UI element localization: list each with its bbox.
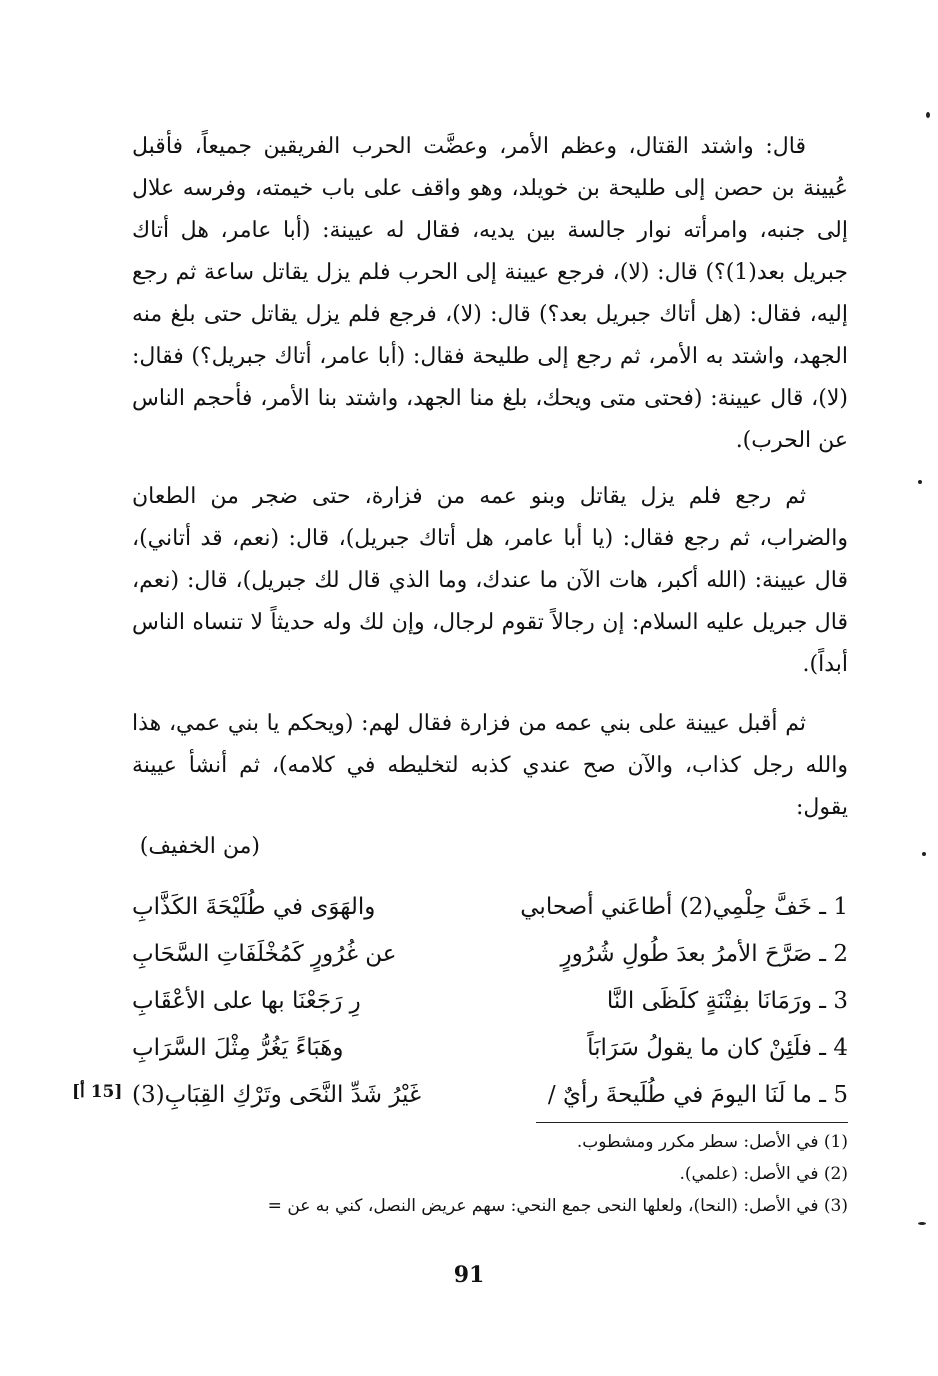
scan-speck: [918, 480, 922, 484]
verse-first-hemistich: 2 ـ صَرَّحَ الأمرُ بعدَ طُولِ شُرُورٍ: [560, 941, 848, 967]
footnotes: [110, 1126, 848, 1222]
verse-second-hemistich: والهَوَى في طُلَيْحَةَ الكَذَّابِ: [132, 894, 376, 920]
poem-verse: [132, 978, 848, 1025]
scan-speck: [922, 852, 926, 856]
paragraph-text: ثم رجع فلم يزل يقاتل وبنو عمه من فزارة، حتى ضجر من الطعان والضراب، ثم رجع فقال: (يا أبا عامر، هل أتاك جبريل)، قال: (نعم، قد أتاني)، قال عيينة: (الله أكبر، هات الآن ما عندك، وما الذي قال لك جبريل)، قال: (نعم، قال جبريل عليه السلام: إن رجالاً تقوم لرجال، وإن لك وله حديثاً لا تنساه الناس أبداً).: [132, 484, 848, 677]
scan-speck: [926, 112, 930, 118]
page-number: 91: [453, 1262, 485, 1288]
poem-meter-label: (من الخفيف): [139, 834, 260, 859]
paragraph-1: [132, 126, 848, 462]
verse-second-hemistich: غَيْرُ شَدِّ النَّحَى وتَرْكِ القِبَابِ(3): [132, 1082, 421, 1108]
verse-first-hemistich: 1 ـ خَفَّ حِلْمِي(2) أطاعَني أصحابي: [520, 894, 848, 920]
verse-second-hemistich: رِ رَجَعْنَا بها على الأعْقَابِ: [132, 988, 361, 1014]
paragraph-2: [132, 476, 848, 686]
paragraph-text: قال: واشتد القتال، وعظم الأمر، وعضَّت الحرب الفريقين جميعاً، فأقبل عُيينة بن حصن إلى طليحة بن خويلد، وهو واقف على باب خيمته، وفرسه علال إلى جنبه، وامرأته نوار جالسة بين يديه، فقال له عيينة: (أبا عامر، هل أتاك جبريل بعد(1)؟) قال: (لا)، فرجع عيينة إلى الحرب فلم يزل يقاتل ساعة ثم رجع إليه، فقال: (هل أتاك جبريل بعد؟) قال: (لا)، فرجع فلم يزل يقاتل حتى بلغ منه الجهد، واشتد به الأمر، ثم رجع إلى طليحة فقال: (أبا عامر، أتاك جبريل؟) فقال: (لا)، قال عيينة: (فحتى متى ويحك، بلغ منا الجهد، واشتد بنا الأمر، فأحجم الناس عن الحرب).: [132, 134, 848, 453]
verse-first-hemistich: 3 ـ ورَمَانَا بفِتْنَةٍ كلَظَى النَّا: [606, 988, 848, 1014]
footnote: (1) في الأصل: سطر مكرر ومشطوب.: [576, 1132, 848, 1152]
poem-verse: [132, 931, 848, 978]
poem: [132, 884, 848, 1119]
poem-verse: [132, 1072, 848, 1119]
scan-speck: [918, 1222, 926, 1225]
manuscript-folio-marker: [15 أ]: [72, 1082, 123, 1102]
verse-second-hemistich: عن غُرُورٍ كَمُخْلَفَاتِ السَّحَابِ: [132, 941, 397, 967]
footnote: (3) في الأصل: (النحا)، ولعلها النحى جمع النحي: سهم عريض النصل، كني به عن =: [267, 1196, 848, 1216]
verse-first-hemistich: 4 ـ فلَئِنْ كان ما يقولُ سَرَابَاً: [587, 1035, 848, 1061]
poem-verse: [132, 884, 848, 931]
footnote: (2) في الأصل: (علمي).: [679, 1164, 848, 1184]
verse-first-hemistich: 5 ـ ما لَنَا اليومَ في طُلَيحةَ رأيٌ /: [547, 1082, 848, 1108]
poem-verse: [132, 1025, 848, 1072]
verse-second-hemistich: وهَبَاءً يَغُرُّ مِثْلَ السَّرَابِ: [132, 1035, 344, 1061]
footnote-separator: [536, 1122, 848, 1123]
paragraph-text: ثم أقبل عيينة على بني عمه من فزارة فقال لهم: (ويحكم يا بني عمي، هذا والله رجل كذاب، والآن صح عندي كذبه لتخليطه في كلامه)، ثم أنشأ عيينة يقول:: [132, 711, 848, 820]
paragraph-3: [132, 703, 848, 829]
